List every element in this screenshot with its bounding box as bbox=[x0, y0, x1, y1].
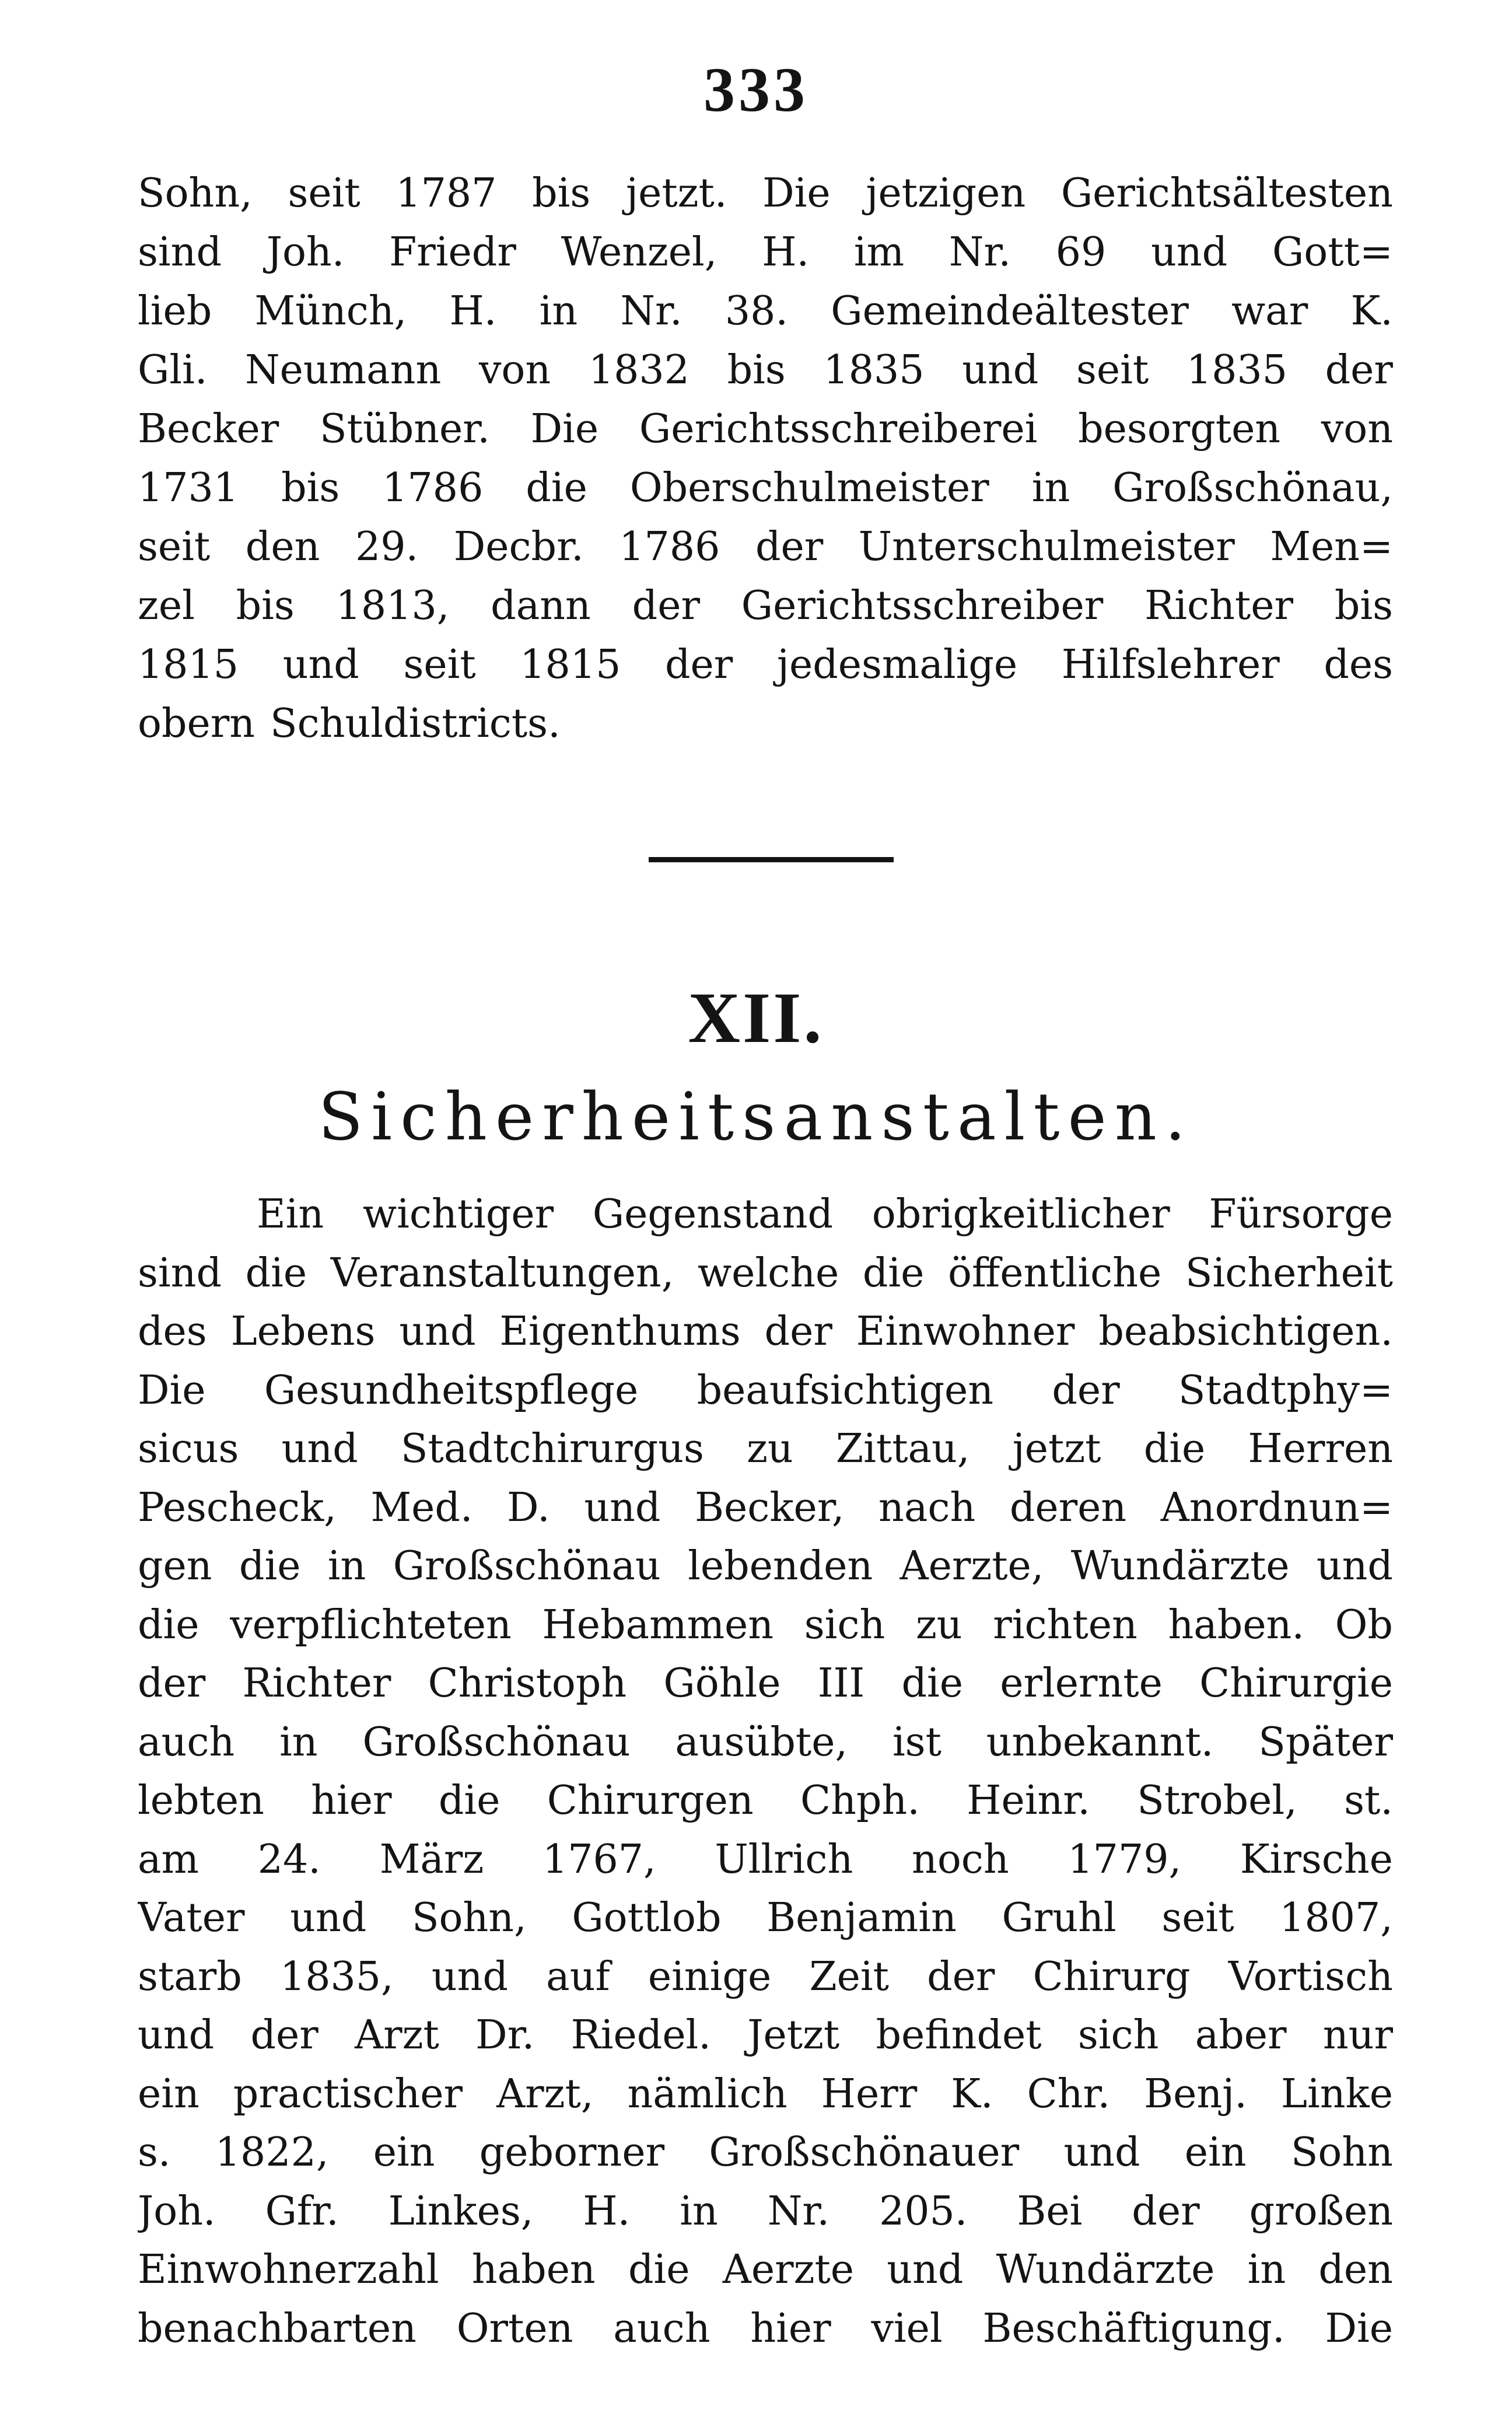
text-line: Becker Stübner. Die Gerichtsschreiberei besorgten von bbox=[138, 406, 1393, 452]
text-line: 1815 und seit 1815 der jedesmalige Hilfslehrer des bbox=[138, 642, 1393, 688]
text-line: und der Arzt Dr. Riedel. Jetzt befindet sich aber nur bbox=[138, 2012, 1393, 2058]
text-line: Die Gesundheitspflege beaufsichtigen der Stadtphy= bbox=[138, 1367, 1393, 1414]
text-line: ein practischer Arzt, nämlich Herr K. Chr. Benj. Linke bbox=[138, 2071, 1393, 2117]
text-line: der Richter Christoph Göhle III die erlernte Chirurgie bbox=[138, 1660, 1393, 1706]
section-number: XII. bbox=[688, 978, 824, 1058]
text-line: zel bis 1813, dann der Gerichtsschreiber Richter bis bbox=[138, 583, 1393, 629]
text-line: Joh. Gfr. Linkes, H. in Nr. 205. Bei der großen bbox=[138, 2188, 1393, 2234]
text-line: Ein wichtiger Gegenstand obrigkeitlicher Fürsorge bbox=[257, 1191, 1393, 1237]
text-line: auch in Großschönau ausübte, ist unbekannt. Später bbox=[138, 1719, 1393, 1765]
text-line: Sohn, seit 1787 bis jetzt. Die jetzigen Gerichtsältesten bbox=[138, 170, 1393, 216]
page-number: 333 bbox=[704, 55, 808, 125]
text-line: am 24. März 1767, Ullrich noch 1779, Kirsche bbox=[138, 1836, 1393, 1883]
text-line: die verpflichteten Hebammen sich zu richten haben. Ob bbox=[138, 1601, 1393, 1648]
text-line: seit den 29. Decbr. 1786 der Unterschulmeister Men= bbox=[138, 524, 1393, 570]
text-line: lebten hier die Chirurgen Chph. Heinr. Strobel, st. bbox=[138, 1778, 1393, 1824]
text-line: sind die Veranstaltungen, welche die öffentliche Sicherheit bbox=[138, 1250, 1393, 1296]
text-line: starb 1835, und auf einige Zeit der Chirurg Vortisch bbox=[138, 1953, 1393, 2000]
text-line: sind Joh. Friedr Wenzel, H. im Nr. 69 und Gott= bbox=[138, 229, 1393, 275]
text-line: Einwohnerzahl haben die Aerzte und Wundärzte in den bbox=[138, 2247, 1393, 2293]
text-line: benachbarten Orten auch hier viel Beschäftigung. Die bbox=[138, 2305, 1393, 2352]
text-line: Vater und Sohn, Gottlob Benjamin Gruhl seit 1807, bbox=[138, 1895, 1393, 1941]
section-divider-rule bbox=[649, 857, 894, 862]
text-line: sicus und Stadtchirurgus zu Zittau, jetzt die Herren bbox=[138, 1426, 1393, 1472]
text-line: Gli. Neumann von 1832 bis 1835 und seit 1835 der bbox=[138, 347, 1393, 393]
text-line: lieb Münch, H. in Nr. 38. Gemeindeältester war K. bbox=[138, 288, 1393, 334]
text-line: obern Schuldistricts. bbox=[138, 701, 561, 747]
text-line: des Lebens und Eigenthums der Einwohner beabsichtigen. bbox=[138, 1309, 1393, 1355]
text-line: s. 1822, ein geborner Großschönauer und ein Sohn bbox=[138, 2129, 1393, 2176]
text-line: 1731 bis 1786 die Oberschulmeister in Großschönau, bbox=[138, 465, 1393, 511]
text-line: gen die in Großschönau lebenden Aerzte, Wundärzte und bbox=[138, 1543, 1393, 1589]
section-title: Sicherheitsanstalten. bbox=[318, 1079, 1194, 1155]
text-line: Pescheck, Med. D. und Becker, nach deren Anordnun= bbox=[138, 1484, 1393, 1531]
